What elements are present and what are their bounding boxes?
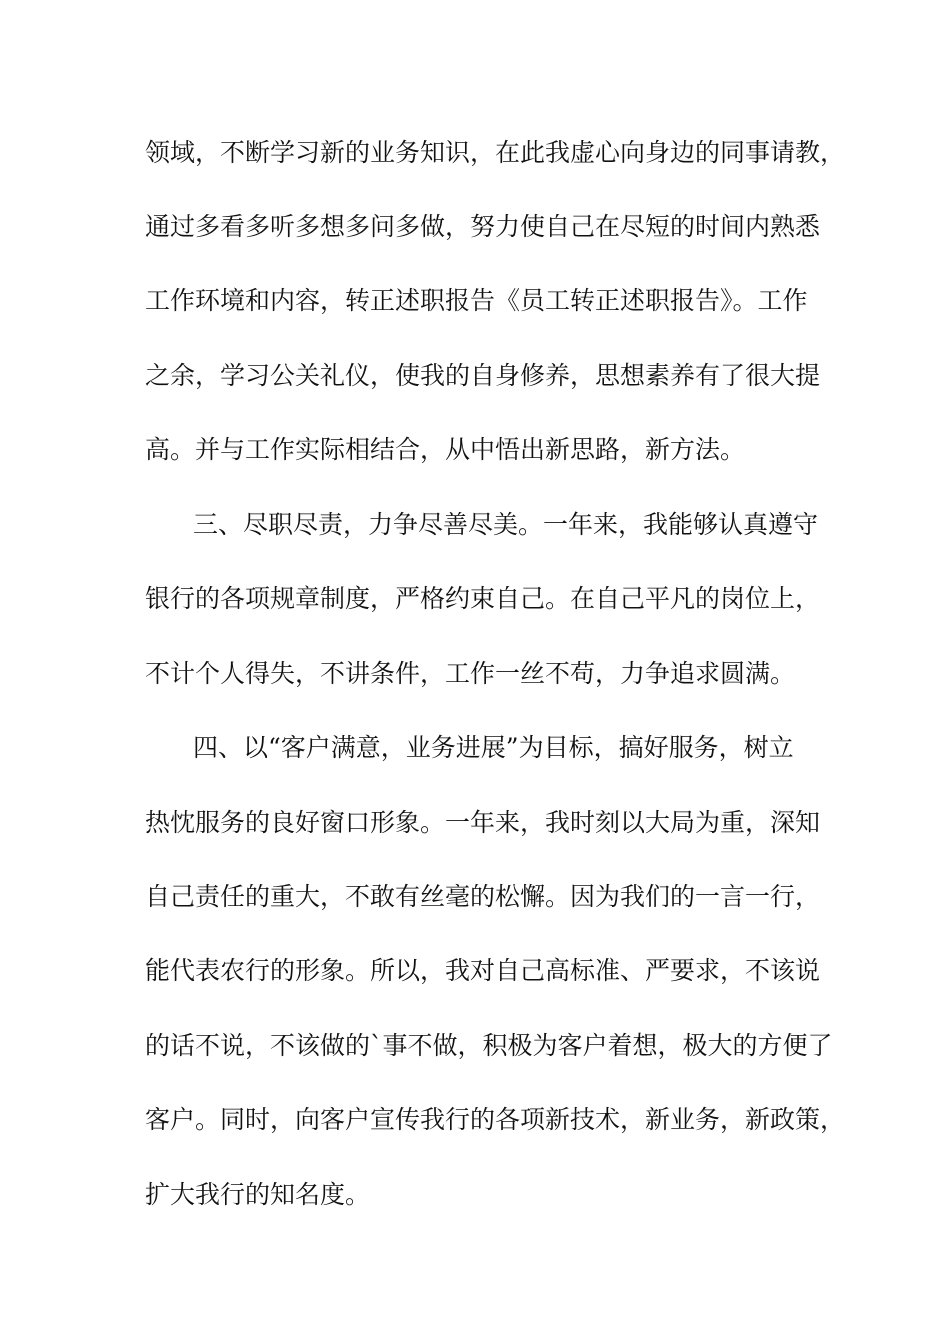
text-line: 能代表农行的形象。所以，我对自己高标准、严要求，不该说 — [145, 956, 821, 985]
text-line: 通过多看多听多想多问多做，努力使自己在尽短的时间内熟悉 — [145, 212, 821, 241]
text-line: 客户。同时，向客户宣传我行的各项新技术，新业务，新政策， — [145, 1105, 846, 1134]
text-line: 扩大我行的知名度。 — [145, 1180, 371, 1209]
text-line: 热忱服务的良好窗口形象。一年来，我时刻以大局为重，深知 — [145, 808, 821, 837]
text-line: 银行的各项规章制度，严格约束自己。在自己平凡的岗位上， — [145, 584, 821, 613]
text-line: 不计个人得失，不讲条件，工作一丝不苟，力争追求圆满。 — [145, 659, 796, 688]
text-line: 自己责任的重大，不敢有丝毫的松懈。因为我们的一言一行， — [145, 882, 821, 911]
paragraph-start-line: 四、以“客户满意，业务进展”为目标，搞好服务，树立 — [193, 733, 794, 762]
text-line: 高。并与工作实际相结合，从中悟出新思路，新方法。 — [145, 435, 746, 464]
text-line: 的话不说，不该做的`事不做，积极为客户着想，极大的方便了 — [145, 1031, 833, 1060]
text-line: 之余，学习公关礼仪，使我的自身修养，思想素养有了很大提 — [145, 361, 821, 390]
text-line: 领域，不断学习新的业务知识，在此我虚心向身边的同事请教， — [145, 138, 846, 167]
text-line: 工作环境和内容，转正述职报告《员工转正述职报告》。工作 — [145, 286, 808, 315]
paragraph-start-line: 三、尽职尽责，力争尽善尽美。一年来，我能够认真遵守 — [193, 510, 819, 539]
